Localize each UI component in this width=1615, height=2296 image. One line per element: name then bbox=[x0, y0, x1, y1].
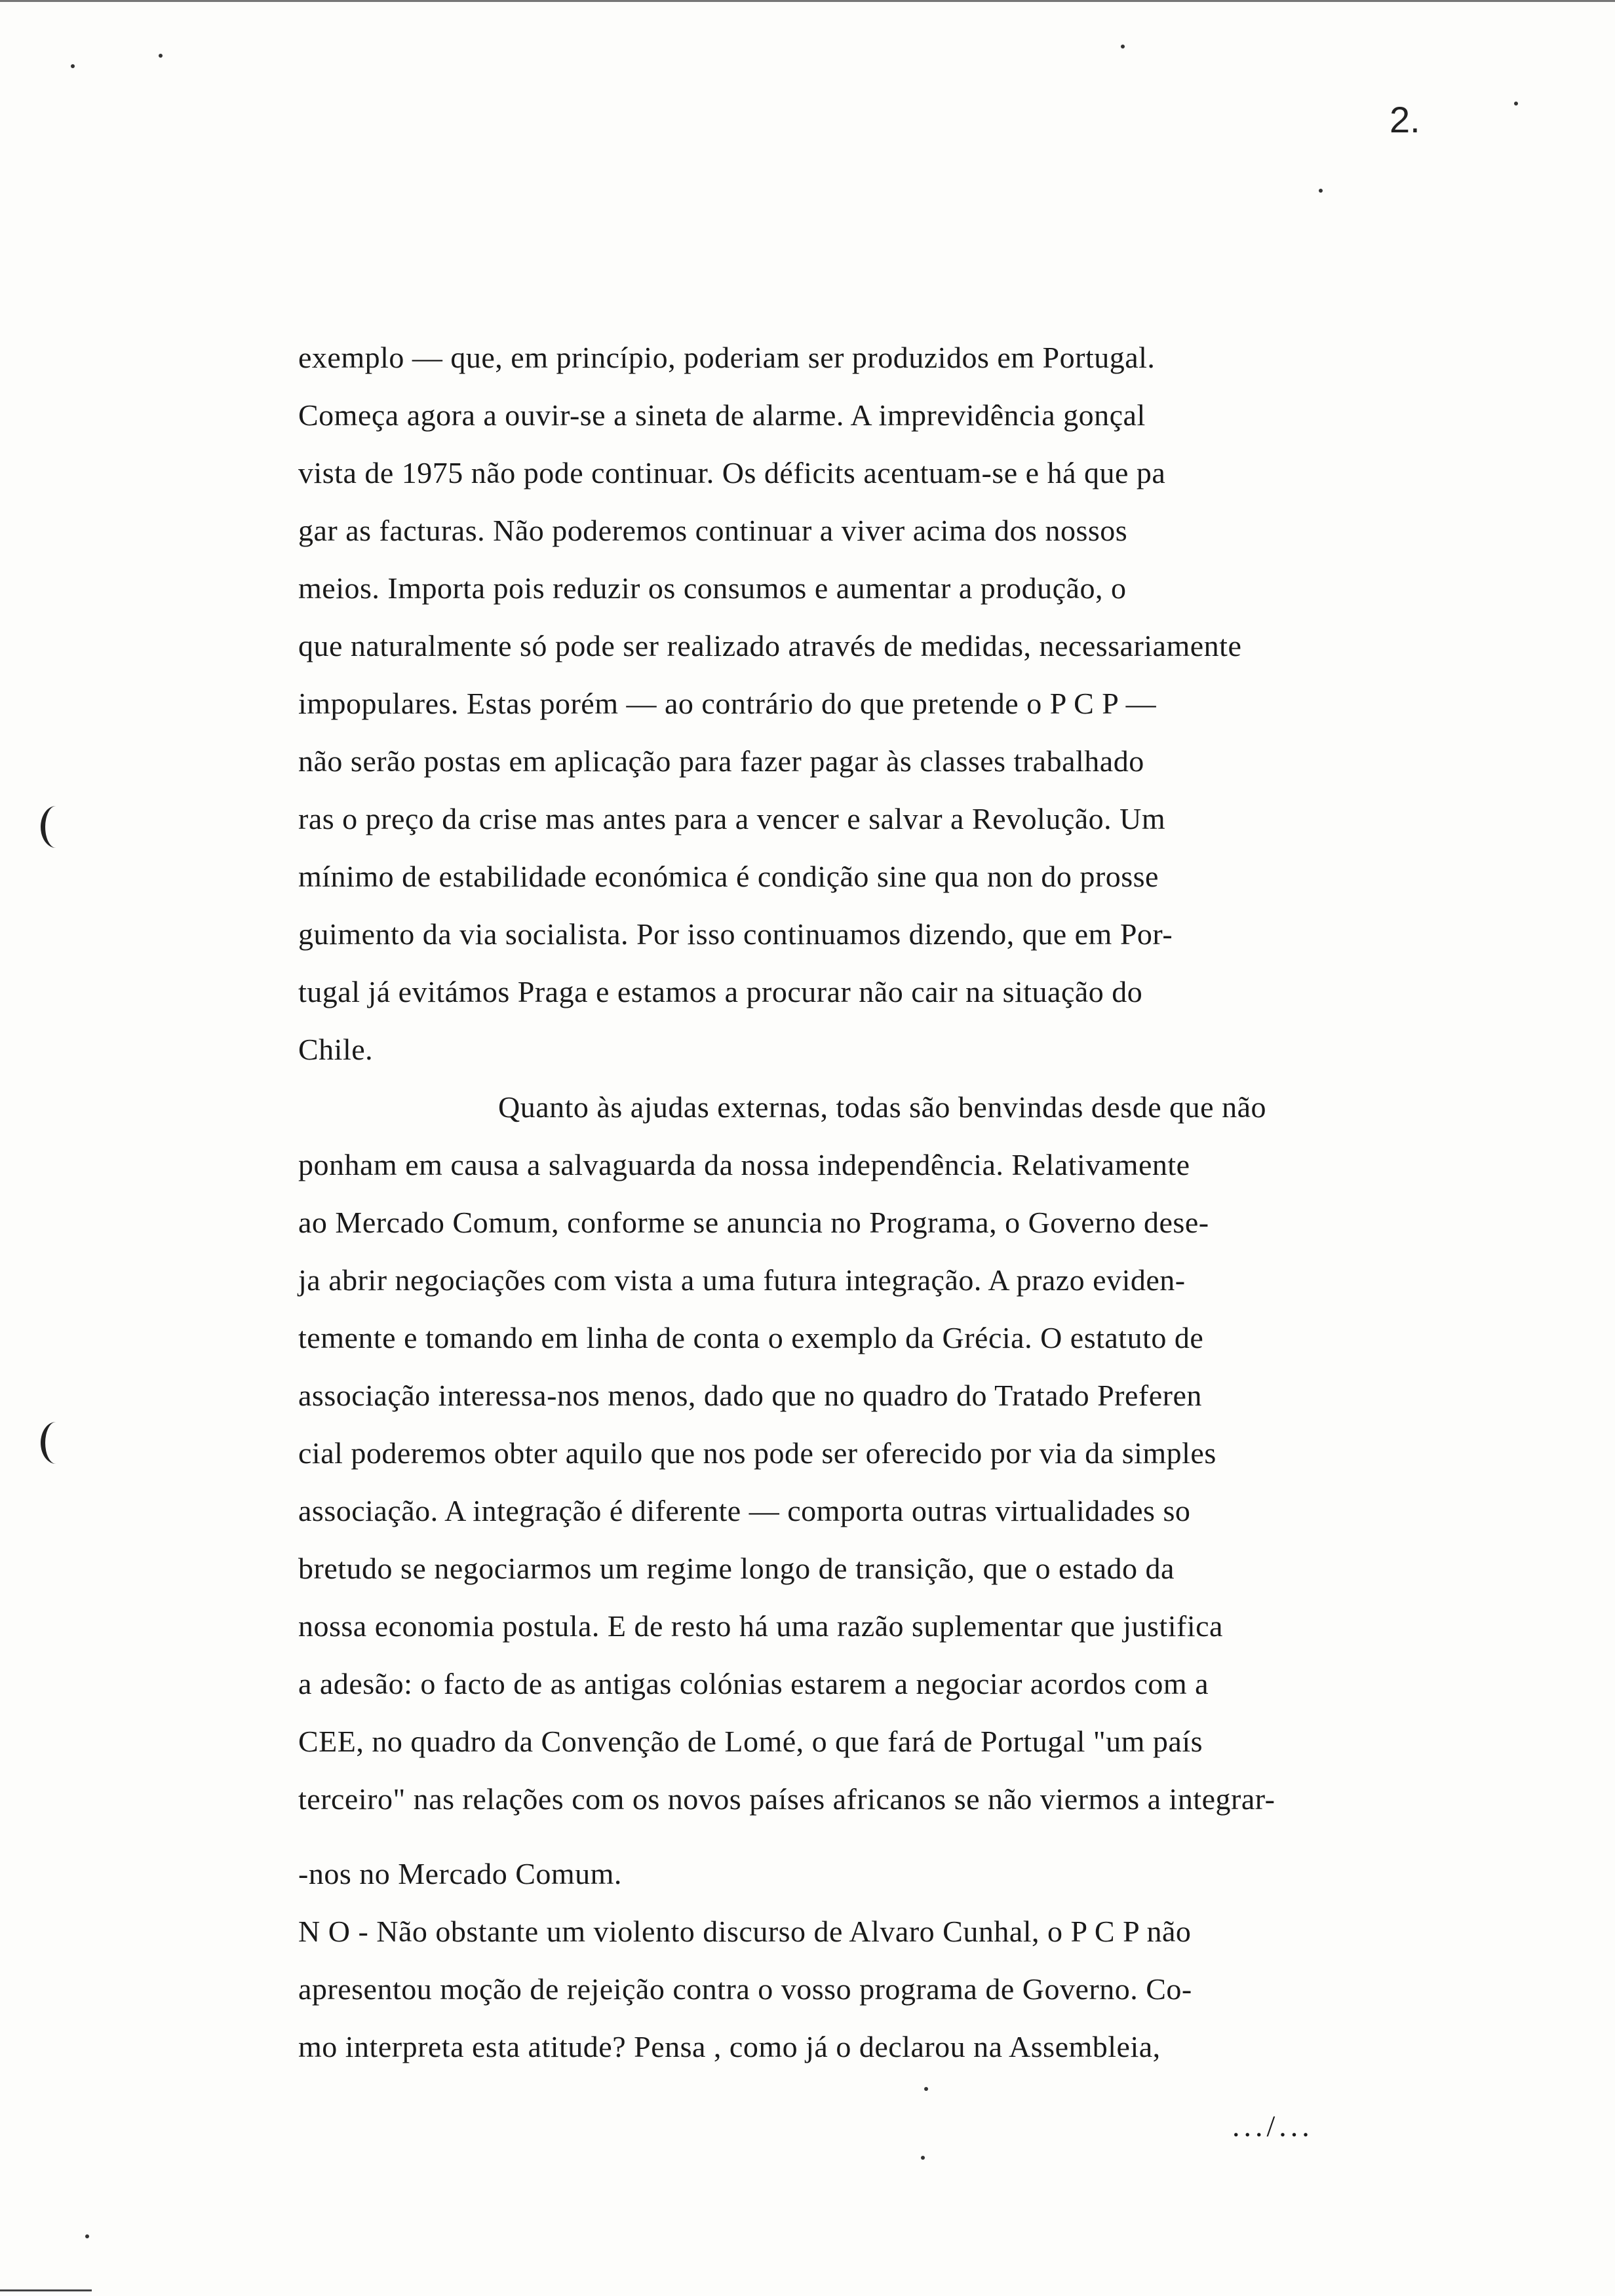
text-line: tugal já evitámos Praga e estamos a procurar não cair na situação do bbox=[298, 975, 1143, 1008]
text-line: que naturalmente só pode ser realizado através de medidas, necessariamente bbox=[298, 629, 1242, 662]
text-line: ja abrir negociações com vista a uma futura integração. A prazo eviden- bbox=[298, 1263, 1186, 1297]
text-line: temente e tomando em linha de conta o exemplo da Grécia. O estatuto de bbox=[298, 1321, 1204, 1354]
page-number: 2. bbox=[1390, 99, 1420, 140]
paragraph-start-line: Quanto às ajudas externas, todas são benvindas desde que não bbox=[498, 1090, 1267, 1124]
text-line: mínimo de estabilidade económica é condição sine qua non do prosse bbox=[298, 860, 1159, 893]
text-line: Chile. bbox=[298, 1033, 374, 1066]
scan-speck bbox=[924, 2087, 928, 2091]
scan-speck bbox=[1319, 189, 1323, 193]
text-line: vista de 1975 não pode continuar. Os déficits acentuam-se e há que pa bbox=[298, 456, 1166, 489]
scan-speck bbox=[1514, 102, 1518, 105]
text-line: ras o preço da crise mas antes para a vencer e salvar a Revolução. Um bbox=[298, 802, 1166, 835]
text-line: ponham em causa a salvaguarda da nossa independência. Relativamente bbox=[298, 1148, 1190, 1181]
text-line: CEE, no quadro da Convenção de Lomé, o que fará de Portugal "um país bbox=[298, 1725, 1203, 1758]
text-line: exemplo — que, em princípio, poderiam ser produzidos em Portugal. bbox=[298, 341, 1156, 374]
text-line: ao Mercado Comum, conforme se anuncia no Programa, o Governo dese- bbox=[298, 1206, 1209, 1239]
top-edge-line bbox=[0, 0, 1615, 2]
scan-speck bbox=[921, 2156, 925, 2160]
text-line: não serão postas em aplicação para fazer pagar às classes trabalhado bbox=[298, 744, 1144, 778]
text-line: terceiro" nas relações com os novos países africanos se não viermos a integrar- bbox=[298, 1782, 1275, 1816]
body-text bbox=[298, 329, 1603, 2076]
text-line: associação interessa-nos menos, dado que no quadro do Tratado Preferen bbox=[298, 1379, 1202, 1412]
text-line: -nos no Mercado Comum. bbox=[298, 1857, 622, 1890]
continuation-mark: .../... bbox=[1232, 2109, 1313, 2143]
question-line: N O - Não obstante um violento discurso de Alvaro Cunhal, o P C P não bbox=[298, 1915, 1192, 1948]
text-line: meios. Importa pois reduzir os consumos e aumentar a produção, o bbox=[298, 571, 1127, 605]
scan-speck bbox=[71, 64, 75, 68]
text-line: cial poderemos obter aquilo que nos pode ser oferecido por via da simples bbox=[298, 1436, 1216, 1470]
scan-speck bbox=[159, 54, 163, 58]
scan-speck bbox=[1121, 45, 1125, 48]
text-line: bretudo se negociarmos um regime longo de transição, que o estado da bbox=[298, 1552, 1175, 1585]
scan-speck bbox=[85, 2234, 89, 2238]
text-line: nossa economia postula. E de resto há uma razão suplementar que justifica bbox=[298, 1609, 1223, 1643]
punch-hole-mark bbox=[41, 806, 71, 848]
text-line: gar as facturas. Não poderemos continuar a viver acima dos nossos bbox=[298, 514, 1128, 547]
text-line: Começa agora a ouvir-se a sineta de alarme. A imprevidência gonçal bbox=[298, 398, 1146, 432]
text-line: impopulares. Estas porém — ao contrário do que pretende o P C P — bbox=[298, 687, 1157, 720]
bottom-edge-line bbox=[0, 2289, 92, 2291]
question-line: apresentou moção de rejeição contra o vosso programa de Governo. Co- bbox=[298, 1972, 1192, 2006]
question-line: mo interpreta esta atitude? Pensa , como já o declarou na Assembleia, bbox=[298, 2030, 1161, 2063]
punch-hole-mark bbox=[41, 1422, 71, 1464]
text-line: associação. A integração é diferente — comporta outras virtualidades so bbox=[298, 1494, 1191, 1527]
text-line: a adesão: o facto de as antigas colónias estarem a negociar acordos com a bbox=[298, 1667, 1209, 1700]
text-line: guimento da via socialista. Por isso continuamos dizendo, que em Por- bbox=[298, 917, 1173, 951]
